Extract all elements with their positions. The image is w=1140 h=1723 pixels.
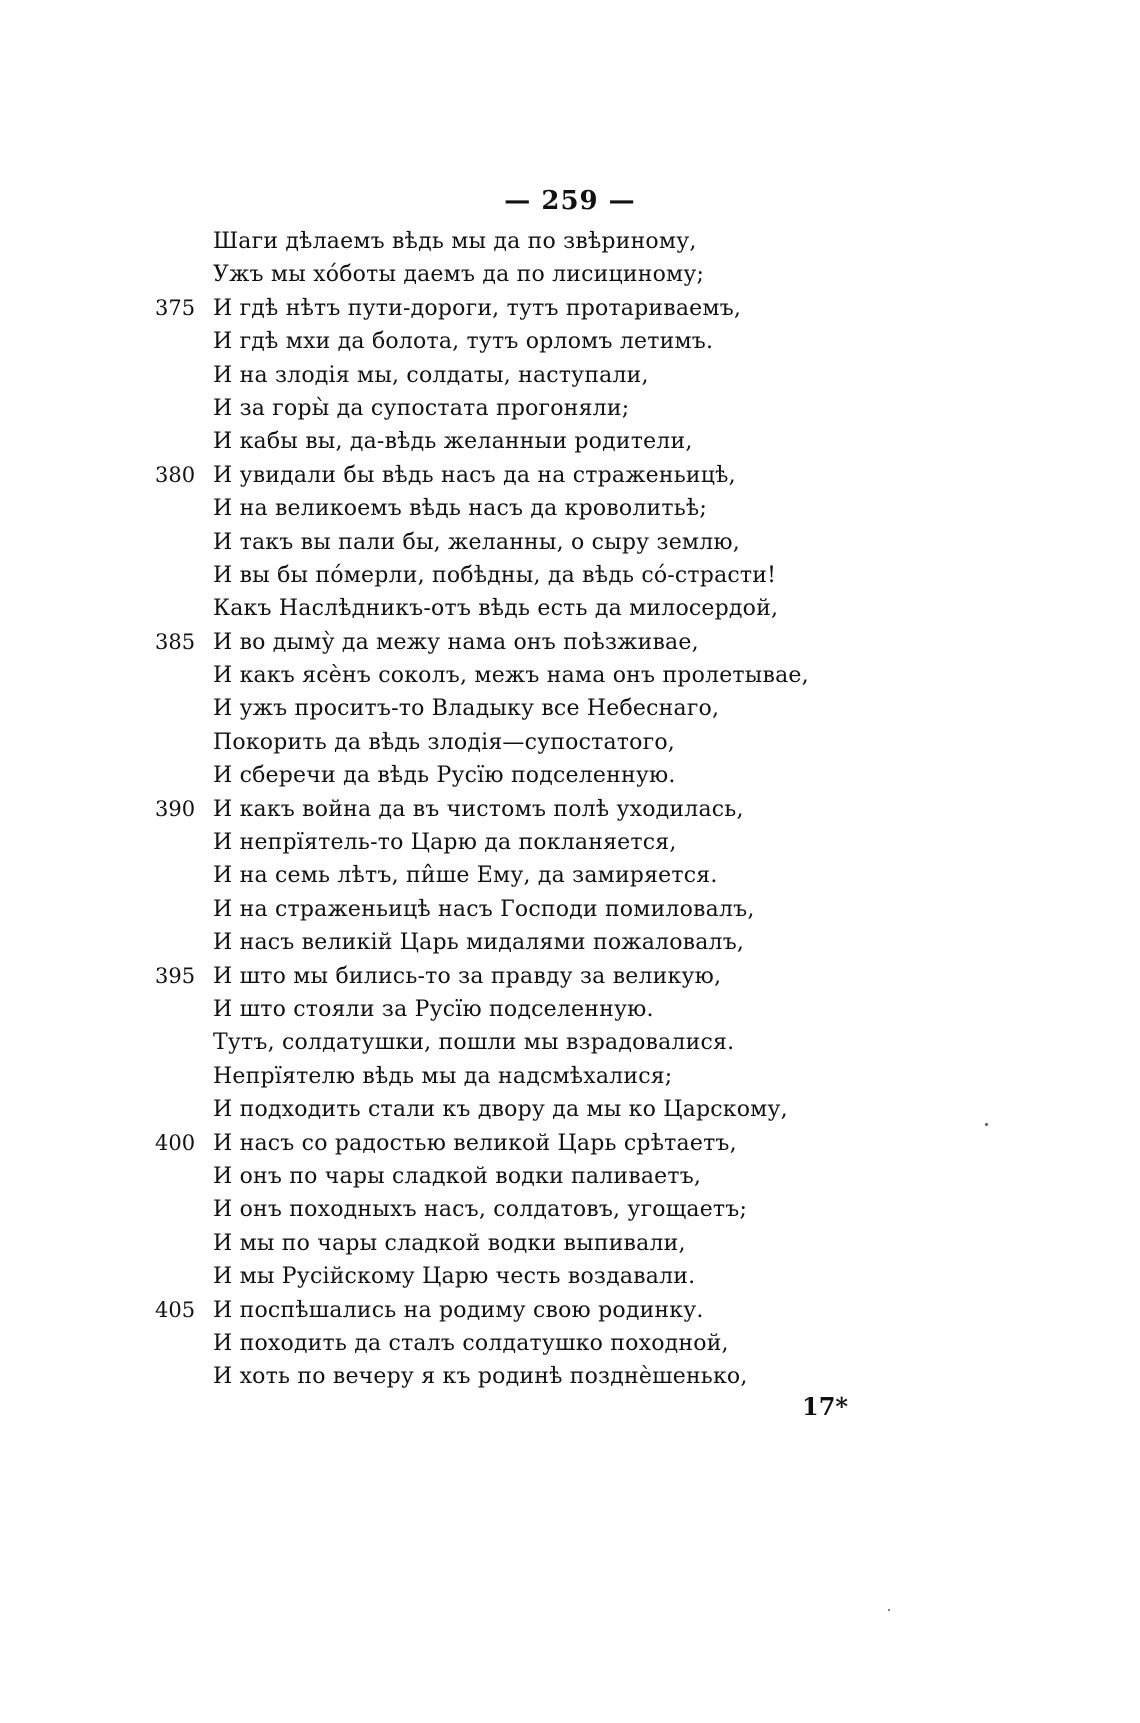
line-number: 385	[155, 629, 196, 654]
poem-line	[0, 1360, 1140, 1393]
line-text: Шаги дѣлаемъ вѣдь мы да по звѣриному,	[213, 229, 697, 254]
line-text: И какъ ясѐнъ соколъ, межъ нама онъ пролетывае,	[213, 663, 809, 689]
line-number: 390	[155, 796, 196, 821]
line-text: И на великоемъ вѣдь насъ да кроволитьѣ;	[213, 496, 708, 522]
poem-line	[0, 759, 1140, 792]
poem-line	[0, 893, 1140, 926]
line-text: Непрїятелю вѣдь мы да надсмѣхалися;	[213, 1063, 673, 1089]
line-text: Ужъ мы хо́боты даемъ да по лисициному;	[213, 262, 705, 288]
poem-line	[0, 826, 1140, 859]
line-text: Какъ Наслѣдникъ-отъ вѣдь есть да милосердой,	[213, 596, 779, 622]
line-text: И сберечи да вѣдь Русїю подселенную.	[213, 763, 676, 789]
poem-line	[0, 659, 1140, 692]
poem-line	[0, 993, 1140, 1026]
poem-line	[0, 1060, 1140, 1093]
line-text: И гдѣ нѣтъ пути-дороги, тутъ протариваемъ,	[213, 295, 742, 321]
line-text: И вы бы по́мерли, побѣдны, да вѣдь со́-страсти!	[213, 562, 777, 588]
poem-line	[0, 692, 1140, 725]
poem-line	[0, 1160, 1140, 1193]
line-text: И хоть по вечеру я къ родинѣ позднѐшенько,	[213, 1364, 748, 1390]
signature-mark: 17*	[802, 1392, 848, 1421]
poem-line	[0, 1127, 1140, 1160]
line-number: 395	[155, 963, 196, 988]
poem-line	[0, 392, 1140, 425]
line-number: 375	[155, 295, 196, 320]
line-text: И за горы̀ да супостата прогоняли;	[213, 395, 630, 421]
poem-text-block	[0, 225, 1140, 1394]
print-speck	[888, 1609, 890, 1611]
line-text: И онъ по чары сладкой водки паливаетъ,	[213, 1163, 702, 1189]
poem-line	[0, 960, 1140, 993]
poem-line	[0, 859, 1140, 892]
poem-line	[0, 325, 1140, 358]
line-text: И на страженьицѣ насъ Господи помиловалъ,	[213, 896, 755, 922]
poem-line	[0, 1260, 1140, 1293]
line-text: И мы Русiйскому Царю честь воздавали.	[213, 1264, 696, 1290]
line-text: И насъ со радостью великой Царь срѣтаетъ,	[213, 1130, 737, 1156]
line-text: И на семь лѣтъ, пи̂ше Ему, да замиряется.	[213, 863, 718, 889]
line-text: И мы по чары сладкой водки выпивали,	[213, 1230, 686, 1256]
print-speck	[985, 1123, 988, 1126]
poem-line	[0, 592, 1140, 625]
poem-line	[0, 1227, 1140, 1260]
line-text: И што мы бились-то за правду за великую,	[213, 963, 722, 989]
line-text: Покорить да вѣдь злодія—супостатого,	[213, 729, 675, 755]
line-text: И што стояли за Русїю подселенную.	[213, 996, 654, 1022]
poem-line	[0, 626, 1140, 659]
poem-line	[0, 1093, 1140, 1126]
poem-line	[0, 425, 1140, 458]
line-number: 380	[155, 462, 196, 487]
poem-line	[0, 258, 1140, 291]
poem-line	[0, 1026, 1140, 1059]
line-text: И насъ великiй Царь мидалями пожаловалъ,	[213, 930, 745, 956]
poem-line	[0, 359, 1140, 392]
poem-line	[0, 1294, 1140, 1327]
line-text: И кабы вы, да-вѣдь желанныи родители,	[213, 429, 693, 455]
page-number-header: — 259 —	[504, 186, 636, 216]
line-number: 400	[155, 1130, 196, 1155]
poem-line	[0, 526, 1140, 559]
line-text: И на злодія мы, солдаты, наступали,	[213, 362, 649, 388]
poem-line	[0, 225, 1140, 258]
poem-line	[0, 559, 1140, 592]
poem-line	[0, 1327, 1140, 1360]
line-text: И какъ война да въ чистомъ полѣ уходилась,	[213, 796, 744, 822]
line-text: И такъ вы пали бы, желанны, о сыру землю,	[213, 529, 740, 555]
line-text: И увидали бы вѣдь насъ да на страженьицѣ,	[213, 462, 736, 488]
line-text: И непрїятель-то Царю да покланяется,	[213, 830, 677, 856]
poem-line	[0, 926, 1140, 959]
poem-line	[0, 492, 1140, 525]
poem-line	[0, 459, 1140, 492]
poem-line	[0, 793, 1140, 826]
line-text: И поспѣшались на родиму свою родинку.	[213, 1297, 704, 1323]
line-text: И гдѣ мхи да болота, тутъ орломъ летимъ.	[213, 329, 714, 355]
line-text: И ужъ проситъ-то Владыку все Небеснаго,	[213, 696, 720, 722]
poem-line	[0, 1193, 1140, 1226]
line-text: И во дыму̀ да межу нама онъ поѣзживае,	[213, 629, 699, 655]
line-number: 405	[155, 1297, 196, 1322]
line-text: И онъ походныхъ насъ, солдатовъ, угощаетъ;	[213, 1197, 748, 1223]
poem-line	[0, 726, 1140, 759]
line-text: И походить да сталъ солдатушко походной,	[213, 1330, 729, 1356]
poem-line	[0, 292, 1140, 325]
line-text: Тутъ, солдатушки, пошли мы взрадовалися.	[213, 1030, 735, 1056]
line-text: И подходить стали къ двору да мы ко Царскому,	[213, 1097, 788, 1123]
